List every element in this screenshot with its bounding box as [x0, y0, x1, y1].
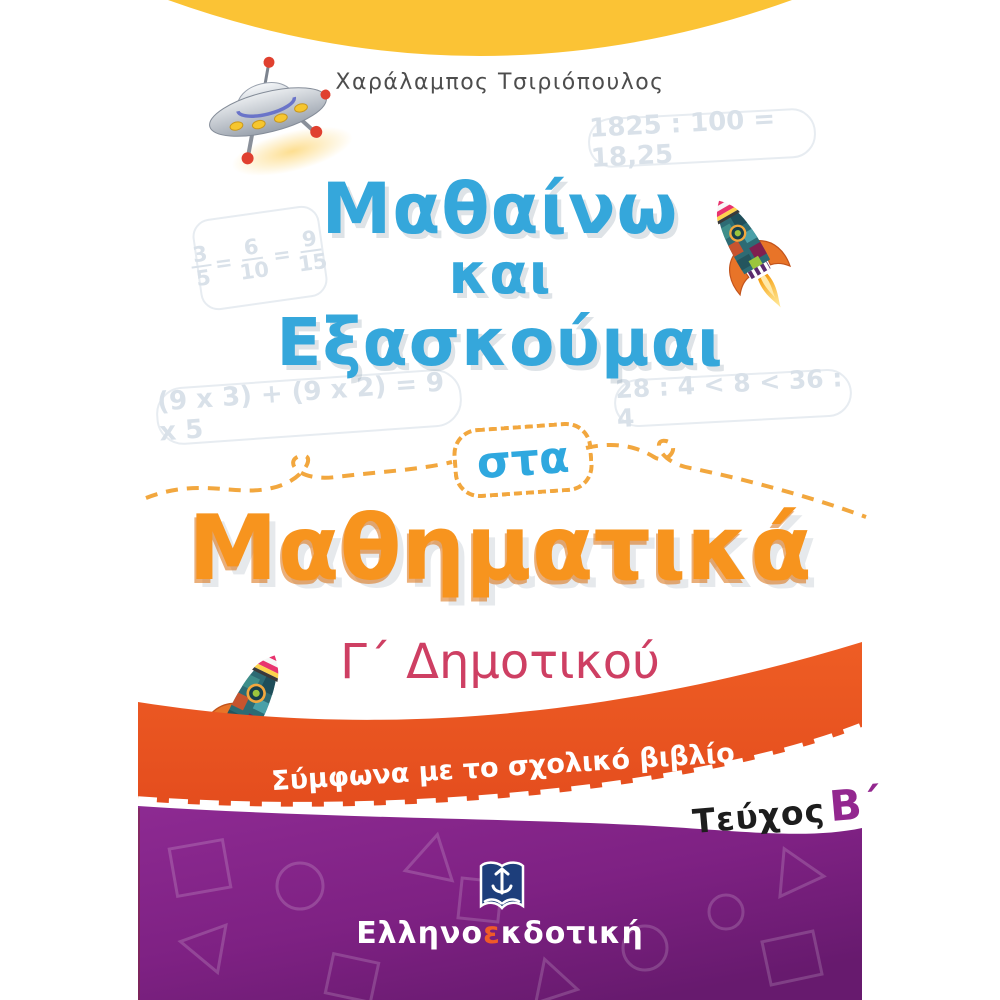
sta-label: στα — [475, 431, 571, 489]
sta-badge — [451, 420, 596, 500]
math-chip-distributive: (9 x 3) + (9 x 2) = 9 x 5 — [154, 367, 463, 446]
title-subject: Μαθηματικά — [188, 496, 812, 601]
math-chip-comparison: 28 : 4 < 8 < 36 : 4 — [613, 368, 853, 428]
title-and: και — [448, 242, 552, 307]
title-grade: Γ΄ Δημοτικού — [340, 634, 660, 690]
title-learn: Μαθαίνω — [321, 168, 679, 250]
math-chip-division: 1825 : 100 = 18,25 — [587, 107, 817, 169]
volume-label: Τεύχος — [690, 790, 827, 842]
author-name: Χαράλαμπος Τσιριόπουλος — [335, 70, 665, 95]
publisher-name: Ελληνοεκδοτική — [356, 916, 644, 951]
top-yellow-arc — [168, 0, 792, 56]
title-practice: Εξασκούμαι — [276, 304, 724, 381]
publisher-book-icon — [481, 863, 523, 908]
math-chip-fractions: $\frac{3}{5}$ = $\frac{6}{10}$ = $\frac{9}{15}$ — [190, 204, 330, 313]
banner-text: Σύμφωνα με το σχολικό βιβλίο — [270, 737, 736, 798]
fraction-2: $\frac{6}{10}$ — [238, 234, 271, 285]
fraction-3: $\frac{9}{15}$ — [296, 225, 329, 277]
fraction-1: $\frac{3}{5}$ — [188, 242, 215, 291]
ufo-illustration — [197, 42, 357, 189]
volume-value: Β΄ — [827, 777, 883, 832]
